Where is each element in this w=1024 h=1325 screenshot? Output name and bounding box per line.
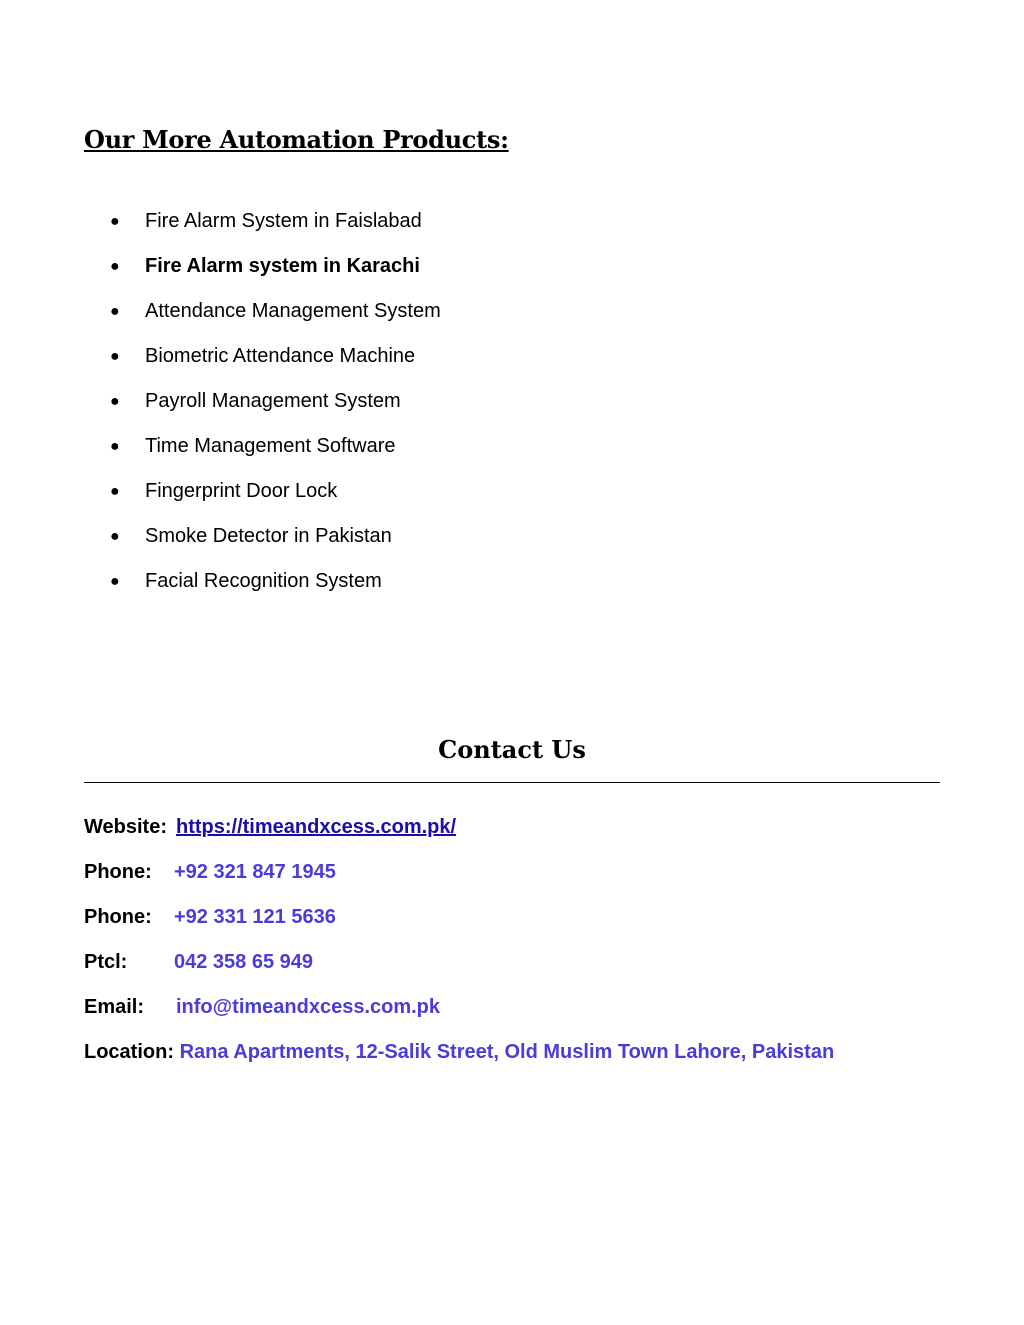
ptcl-value: 042 358 65 949	[174, 951, 314, 973]
product-label: Fire Alarm system in Karachi	[145, 255, 420, 277]
bullet-icon: ●	[110, 393, 120, 410]
product-label: Biometric Attendance Machine	[145, 345, 416, 367]
bullet-icon: ●	[110, 528, 120, 545]
bullet-icon: ●	[110, 213, 120, 230]
contact-email	[84, 990, 834, 1035]
bullet-icon: ●	[110, 573, 120, 590]
bullet-icon: ●	[110, 258, 120, 275]
phone-value: +92 331 121 5636	[174, 906, 336, 928]
website-link[interactable]: https://timeandxcess.com.pk/	[176, 816, 457, 838]
email-value: info@timeandxcess.com.pk	[176, 996, 441, 1018]
product-item	[110, 564, 441, 609]
phone-label: Phone:	[84, 906, 152, 928]
product-item	[110, 204, 441, 249]
ptcl-label: Ptcl:	[84, 951, 128, 973]
bullet-icon: ●	[110, 483, 120, 500]
contact-phone-2	[84, 900, 834, 945]
product-item	[110, 429, 441, 474]
product-item	[110, 249, 441, 294]
bullet-icon: ●	[110, 348, 120, 365]
product-label: Facial Recognition System	[145, 570, 382, 592]
phone-value: +92 321 847 1945	[174, 861, 336, 883]
contact-section	[84, 810, 834, 1080]
contact-ptcl	[84, 945, 834, 990]
product-label: Fingerprint Door Lock	[145, 480, 338, 502]
product-label: Time Management Software	[145, 435, 396, 457]
contact-heading: Contact Us	[438, 735, 586, 764]
product-label: Fire Alarm System in Faislabad	[145, 210, 422, 232]
email-label: Email:	[84, 996, 145, 1018]
contact-location	[84, 1035, 834, 1080]
contact-phone-1	[84, 855, 834, 900]
product-item	[110, 339, 441, 384]
product-item	[110, 294, 441, 339]
divider	[84, 782, 940, 783]
products-heading: Our More Automation Products:	[84, 125, 509, 154]
bullet-icon: ●	[110, 438, 120, 455]
product-item	[110, 519, 441, 564]
product-label: Payroll Management System	[145, 390, 401, 412]
product-list	[110, 204, 441, 609]
website-label: Website:	[84, 816, 167, 838]
contact-website	[84, 810, 834, 855]
product-label: Smoke Detector in Pakistan	[145, 525, 392, 547]
location-label: Location:	[84, 1041, 174, 1063]
product-item	[110, 474, 441, 519]
bullet-icon: ●	[110, 303, 120, 320]
location-value: Rana Apartments, 12-Salik Street, Old Muslim Town Lahore, Pakistan	[179, 1041, 835, 1063]
product-item	[110, 384, 441, 429]
product-label: Attendance Management System	[145, 300, 441, 322]
phone-label: Phone:	[84, 861, 152, 883]
